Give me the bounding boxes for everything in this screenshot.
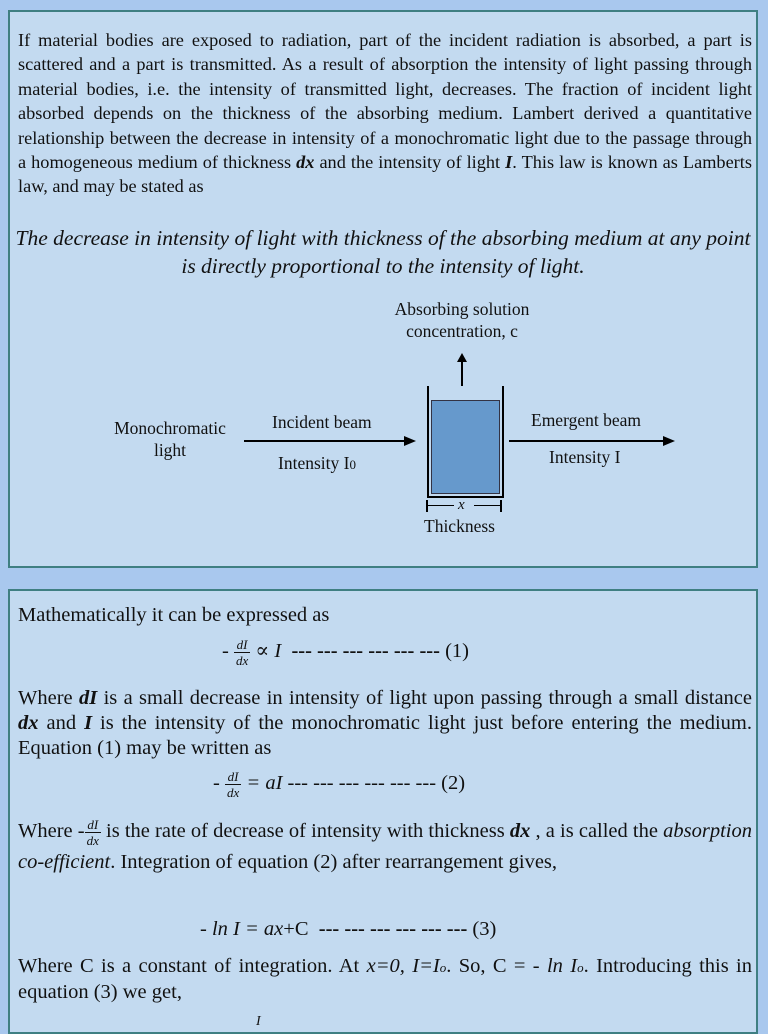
- where3-text: . Introducing this in equation (3) we get,: [18, 955, 752, 1003]
- equation-2: [213, 769, 465, 800]
- di-term: dI: [78, 687, 98, 709]
- eq2-denominator: dx: [226, 785, 240, 800]
- eq1-minus: -: [222, 640, 229, 663]
- where2-text: Where -: [18, 820, 85, 843]
- mathematical-expression-panel: [8, 589, 758, 1034]
- math-intro: Mathematically it can be expressed as: [18, 604, 330, 626]
- where2-fraction: [85, 817, 101, 848]
- eq2-body: = aI: [246, 772, 283, 795]
- where1-text: is the intensity of the monochromatic light just before entering the medium. Equation (1) may be written as: [18, 712, 752, 759]
- absorbing-solution-label: [382, 298, 542, 342]
- emergent-arrow-head: [663, 436, 675, 446]
- lambert-law-statement: The decrease in intensity of light with thickness of the absorbing medium at any point is directly proportional to the intensity of light.: [15, 226, 751, 278]
- ln-term-subscript: o: [577, 960, 584, 975]
- initial-condition: x=0, I=I: [366, 955, 440, 977]
- i-term: I: [505, 152, 513, 173]
- eq1-denominator: dx: [235, 653, 249, 668]
- where-paragraph-2: [18, 817, 752, 876]
- emergent-beam-label: Emergent beam: [531, 410, 641, 430]
- eq1-label: (1): [445, 640, 469, 663]
- paragraph-text: . This law is known as Lamberts law, and may be stated as: [18, 152, 752, 197]
- dx-term: dx: [18, 712, 39, 734]
- absorbing-solution: [431, 400, 500, 494]
- absorption-coefficient-term: absorption co-efficient: [18, 820, 752, 873]
- cuvette: [427, 386, 504, 498]
- eq2-numerator: dI: [225, 769, 241, 785]
- thickness-tick-left: [426, 500, 428, 512]
- equation-4-partial: I: [256, 1014, 261, 1029]
- intensity-in-text: Intensity I: [278, 453, 350, 473]
- intro-paragraph: [18, 28, 752, 199]
- where2-text: . Integration of equation (2) after rearrangement gives,: [110, 851, 558, 873]
- lambert-law-panel: [8, 10, 758, 568]
- eq1-dashes: --- --- --- --- --- ---: [291, 640, 440, 663]
- ln-term: ln I: [546, 955, 578, 977]
- dx-term: dx: [509, 820, 531, 843]
- thickness-line-left: [428, 505, 454, 506]
- eq1-fraction: [234, 637, 250, 668]
- solution-line2: concentration, c: [406, 321, 518, 341]
- eq3-label: (3): [472, 918, 497, 940]
- where1-text: Where: [18, 687, 79, 709]
- intensity-out-label: Intensity I: [549, 447, 621, 467]
- paragraph-text: and the intensity of light: [314, 152, 506, 173]
- solution-line1: Absorbing solution: [394, 299, 530, 319]
- paragraph-text: If material bodies are exposed to radiation, part of the incident radiation is absorbed, a part is scattered and a part is transmitted. As a result of absorption the intensity of light passing through material bodies, i.e. the intensity of transmitted light, decreases. The fraction of incident light absorbed depends on the thickness of the absorbing medium. Lambert derived a quantitative relationship between the decrease in intensity of a monochromatic light due to the passage through a homogeneous medium of thickness: [18, 30, 752, 173]
- incident-beam-label: Incident beam: [272, 412, 372, 432]
- where2-text: is the rate of decrease of intensity with thickness: [100, 820, 510, 843]
- dx-term: dx: [296, 152, 315, 173]
- eq2-minus: -: [213, 772, 220, 795]
- initial-condition-subscript: o: [439, 960, 447, 975]
- pointer-arrow-shaft: [461, 358, 463, 386]
- source-line1: Monochromatic: [114, 418, 226, 438]
- where3-text: . So, C = -: [446, 955, 547, 977]
- where2-text: , a is called the: [530, 820, 664, 843]
- emergent-beam-arrow: [509, 440, 665, 442]
- where1-text: is a small decrease in intensity of light upon passing through a small distance: [97, 687, 753, 709]
- monochromatic-light-label: [102, 417, 238, 461]
- where3-text: Where C is a constant of integration. At: [18, 955, 367, 977]
- eq1-body: ∝ I: [255, 640, 282, 663]
- incident-arrow-head: [404, 436, 416, 446]
- where-paragraph-3: [18, 954, 752, 1005]
- where-paragraph-1: [18, 686, 752, 761]
- x-label: x: [458, 497, 465, 513]
- eq2-label: (2): [441, 772, 466, 795]
- i-term: I: [84, 712, 93, 734]
- intensity-in-label: [278, 452, 356, 476]
- incident-beam-arrow: [244, 440, 406, 442]
- thickness-tick-right: [500, 500, 502, 512]
- thickness-line-right: [474, 505, 500, 506]
- eq1-numerator: dI: [234, 637, 250, 653]
- eq3-rhs: +C: [283, 918, 309, 940]
- thickness-label: Thickness: [424, 516, 495, 536]
- equation-1: [222, 637, 469, 668]
- intensity-in-subscript: 0: [349, 457, 356, 472]
- equation-3: [200, 917, 496, 942]
- eq3-dashes: --- --- --- --- --- ---: [318, 918, 468, 940]
- where2-numerator: dI: [85, 817, 101, 833]
- eq2-fraction: [225, 769, 241, 800]
- where1-text: and: [38, 712, 85, 734]
- pointer-arrow-head: [457, 353, 467, 362]
- source-line2: light: [153, 440, 187, 460]
- where2-denominator: dx: [86, 833, 99, 848]
- eq2-dashes: --- --- --- --- --- ---: [287, 772, 437, 795]
- eq3-lhs: - ln I = ax: [200, 918, 284, 940]
